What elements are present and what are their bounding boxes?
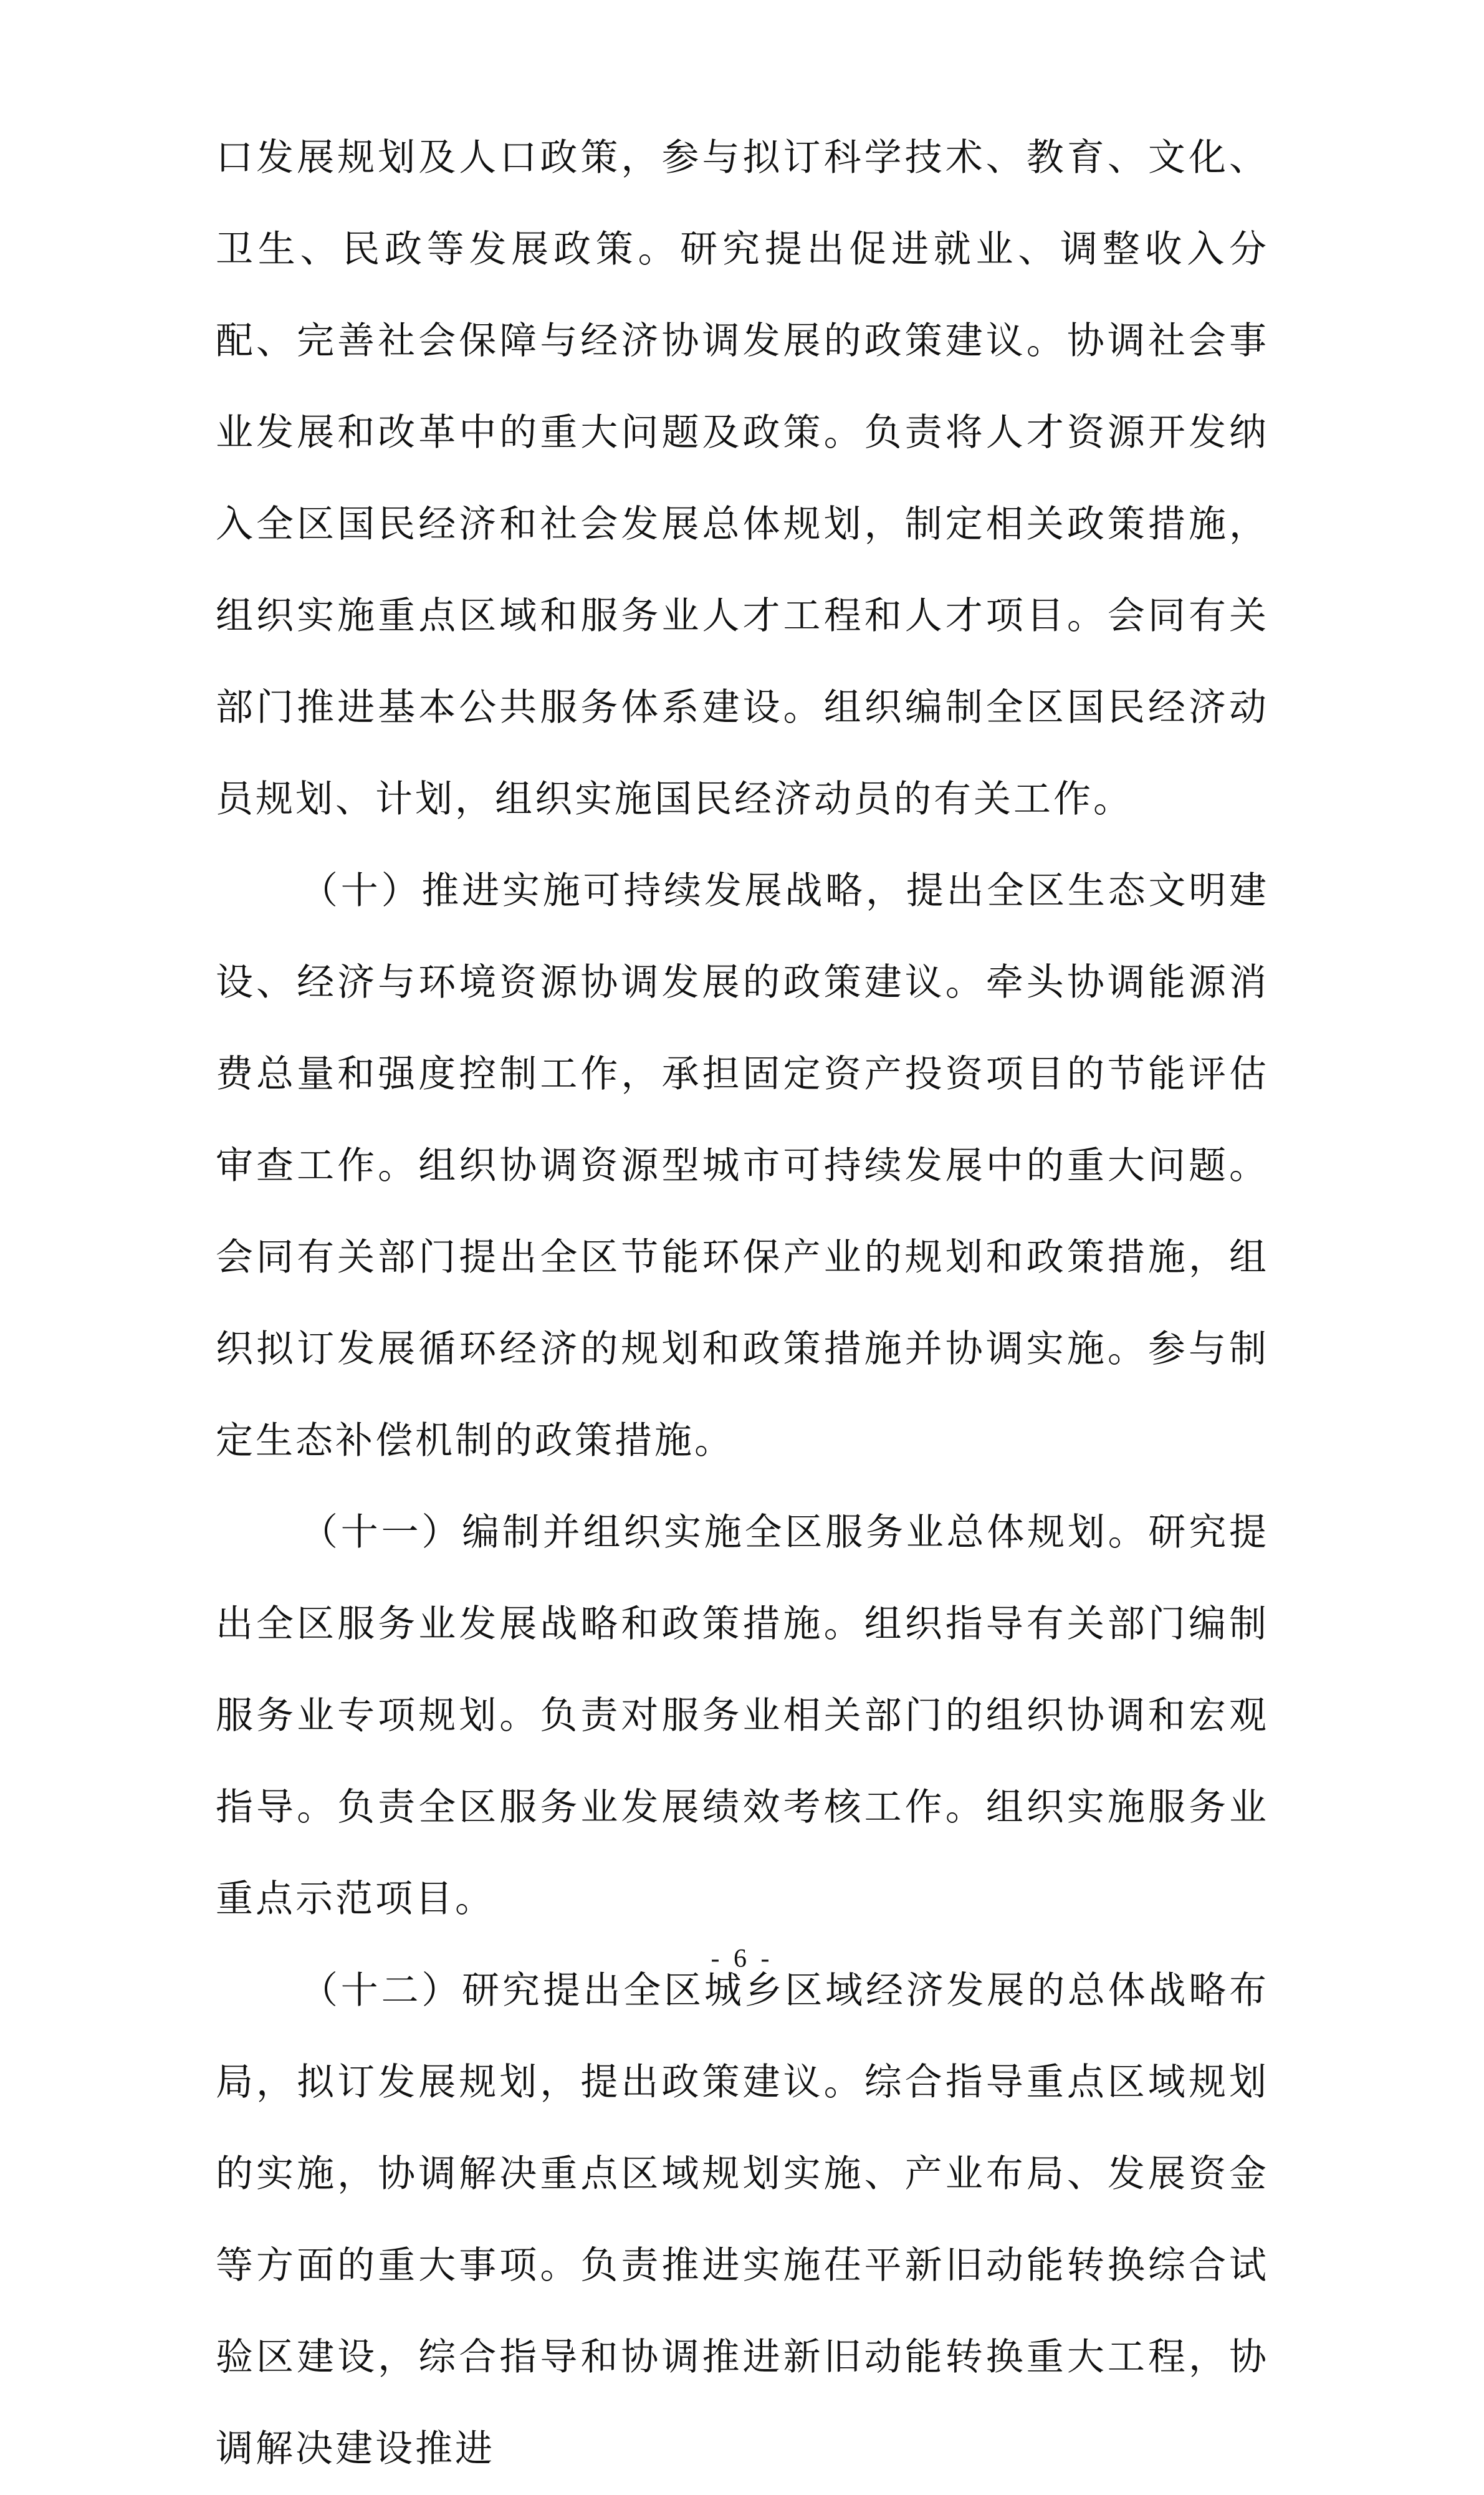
paragraph-item-11: （十一）编制并组织实施全区服务业总体规划。研究提出全区服务业发展战略和政策措施。组织指导有关部门编制服务业专项规划。负责对服务业相关部门的组织协调和宏观指导。负责全区服务业发展绩效考核工作。组织实施服务业重点示范项目。 <box>216 1511 1269 1921</box>
paragraph-item-10: （十）推进实施可持续发展战略，提出全区生态文明建设、经济与环境资源协调发展的政策建议。牵头协调能源消费总量和强度控制工作，承担固定资产投资项目的节能评估审查工作。组织协调资源型城市可持续发展中的重大问题。会同有关部门提出全区节能环保产业的规划和政策措施，组织拟订发展循环经济的规划和政策措施并协调实施。参与制定生态补偿机制的政策措施。 <box>216 869 1269 1463</box>
paragraph-continued: 口发展规划及人口政策，参与拟订科学技术、教育、文化、卫生、民政等发展政策。研究提出促进就业、调整收入分配、完善社会保障与经济协调发展的政策建议。协调社会事业发展和改革中的重大问题及政策。负责将人才资源开发纳入全区国民经济和社会发展总体规划，制定相关政策措施，组织实施重点区域和服务业人才工程和人才项目。会同有关部门推进基本公共服务体系建设。组织编制全区国民经济动员规划、计划，组织实施国民经济动员的有关工作。 <box>216 136 1269 821</box>
page-number: - 6 - <box>711 1945 773 1973</box>
paragraph-item-12: （十二）研究提出全区城乡区域经济发展的总体战略布局，拟订发展规划，提出政策建议。综合指导重点区域规划的实施，协调解决重点区域规划实施、产业布局、发展资金等方面的重大事项。负责推进实施茌平新旧动能转换综合试验区建设，综合指导和协调推进新旧动能转换重大工程，协调解决建设推进 <box>216 1969 1269 2471</box>
document-body <box>216 112 1269 2495</box>
